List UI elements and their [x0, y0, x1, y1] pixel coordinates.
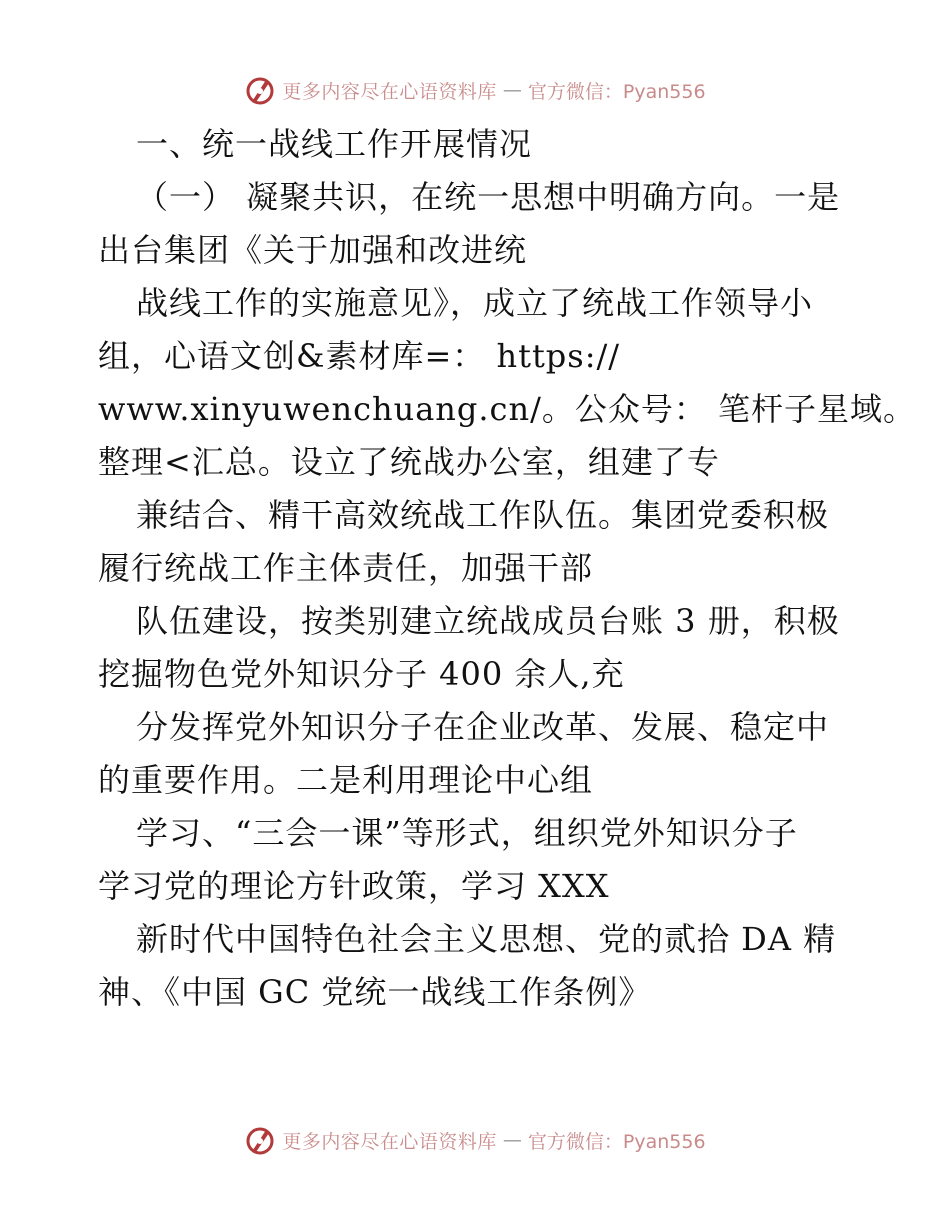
watermark-separator: — [502, 1129, 522, 1151]
paragraph-line: 战线工作的实施意见》，成立了统战工作领导小 [136, 284, 814, 322]
paragraph-line: www.xinyuwenchuang.cn/。公众号： 笔杆子星域。 [98, 390, 917, 428]
paragraph-line: 学习党的理论方针政策，学习 XXX [98, 867, 610, 905]
document-body [98, 118, 917, 1019]
paragraph-line: 出台集团《关于加强和改进统 [98, 231, 528, 269]
watermark-brand-text: 更多内容尽在心语资料库 [282, 1130, 497, 1153]
watermark-account-text: 官方微信：Pyan556 [527, 1130, 706, 1153]
watermark-account-text: 官方微信：Pyan556 [527, 80, 706, 103]
paragraph-line: 兼结合、精干高效统战工作队伍。集团党委积极 [136, 496, 830, 534]
watermark-banner-bottom [0, 1120, 950, 1160]
paragraph-line: 分发挥党外知识分子在企业改革、发展、稳定中 [136, 708, 830, 746]
paragraph-line: （一） 凝聚共识，在统一思想中明确方向。一是 [136, 178, 841, 216]
paragraph-line: 队伍建设，按类别建立统战成员台账 3 册，积极 [136, 602, 840, 640]
paragraph-line: 履行统战工作主体责任，加强干部 [98, 549, 594, 587]
watermark-banner-top [0, 70, 950, 110]
paragraph-line: 新时代中国特色社会主义思想、党的贰拾 DA 精 [136, 920, 837, 958]
section-heading: 一、统一战线工作开展情况 [136, 125, 533, 163]
paragraph-line: 组，心语文创&素材库=： https:// [98, 337, 621, 375]
watermark-brand-text: 更多内容尽在心语资料库 [282, 80, 497, 103]
paragraph-line: 整理<汇总。设立了统战办公室，组建了专 [98, 443, 720, 481]
quill-seal-icon [244, 1124, 276, 1156]
paragraph-line: 的重要作用。二是利用理论中心组 [98, 761, 594, 799]
paragraph-line: 挖掘物色党外知识分子 400 余人,充 [98, 655, 625, 693]
paragraph-line: 神、《中国 GC 党统一战线工作条例》 [98, 973, 652, 1011]
paragraph-line: 学习、“三会一课”等形式，组织党外知识分子 [136, 814, 798, 852]
watermark-separator: — [502, 79, 522, 101]
quill-seal-icon [244, 74, 276, 106]
